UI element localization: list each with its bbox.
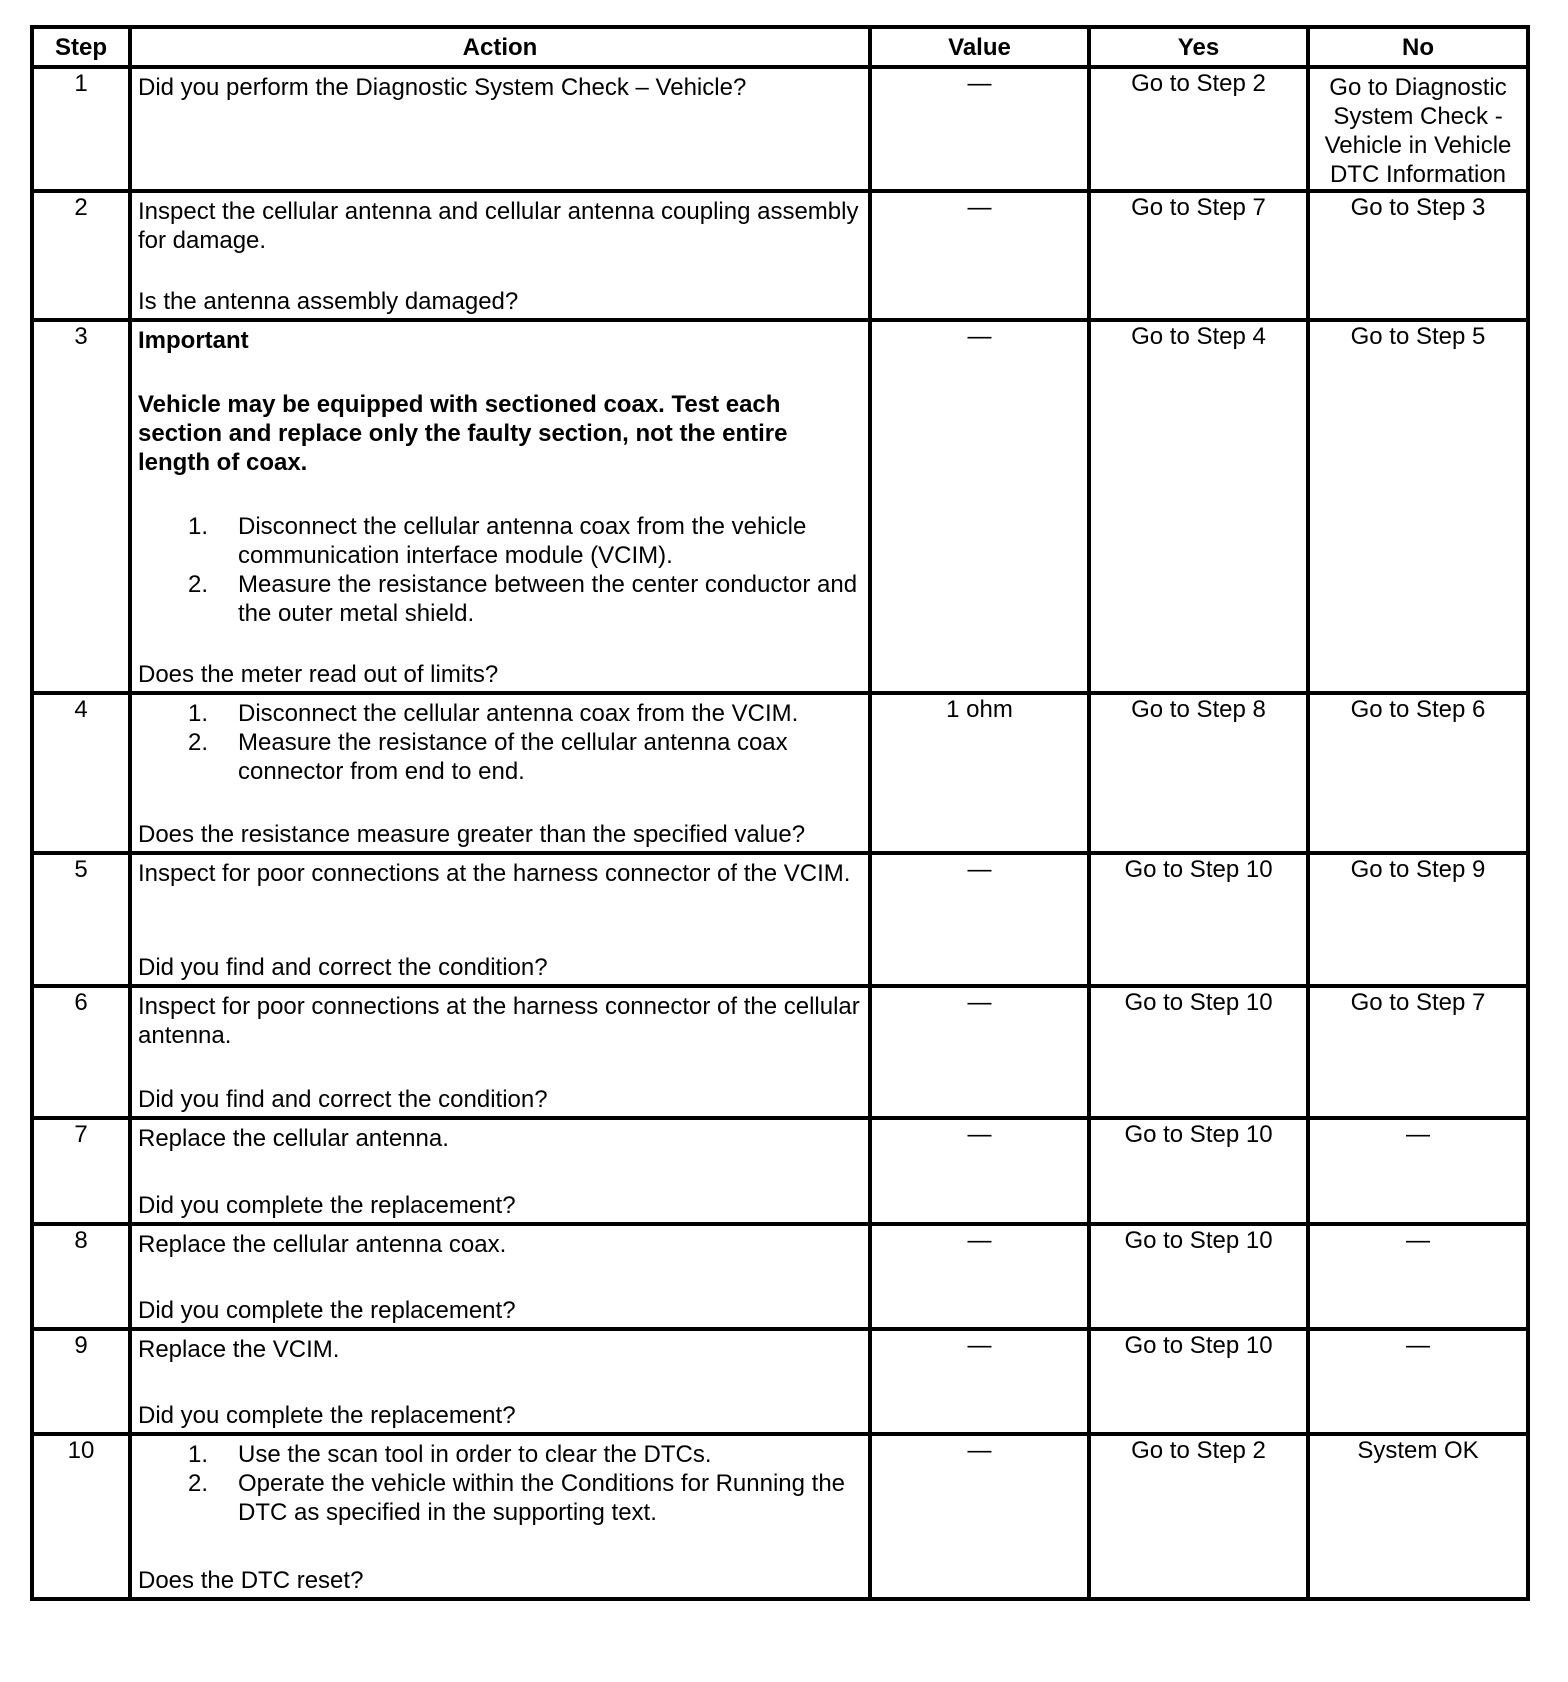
value-cell: — <box>870 986 1089 1118</box>
action-question: Did you complete the replacement? <box>138 1297 516 1324</box>
action-cell <box>130 693 870 853</box>
step-number: 5 <box>32 853 130 986</box>
table-row <box>32 191 1528 320</box>
header-value: Value <box>870 27 1089 67</box>
diagnostic-table <box>30 25 1530 1601</box>
action-cell <box>130 1224 870 1329</box>
list-item: 2. Measure the resistance of the cellular antenna coax connector from end to end. <box>188 729 788 785</box>
no-link[interactable]: Go to Step 5 <box>1308 320 1528 693</box>
action-text: Inspect the cellular antenna and cellular antenna coupling assembly for damage. <box>138 198 859 254</box>
no-link: — <box>1308 1329 1528 1434</box>
yes-link[interactable]: Go to Step 8 <box>1089 693 1308 853</box>
important-label: Important <box>138 327 249 354</box>
value-cell: — <box>870 1434 1089 1599</box>
procedure-list <box>138 1440 862 1527</box>
action-question: Did you find and correct the condition? <box>138 1086 548 1113</box>
yes-link[interactable]: Go to Step 10 <box>1089 853 1308 986</box>
step-number: 6 <box>32 986 130 1118</box>
yes-link[interactable]: Go to Step 10 <box>1089 986 1308 1118</box>
yes-link[interactable]: Go to Step 2 <box>1089 67 1308 191</box>
header-no: No <box>1308 27 1528 67</box>
step-number: 2 <box>32 191 130 320</box>
action-cell <box>130 1434 870 1599</box>
value-cell: — <box>870 853 1089 986</box>
important-text: Vehicle may be equipped with sectioned coax. Test each section and replace only the faulty section, not the entire length of coax. <box>138 391 788 476</box>
action-text: Inspect for poor connections at the harness connector of the cellular antenna. <box>138 993 860 1049</box>
yes-link[interactable]: Go to Step 7 <box>1089 191 1308 320</box>
step-number: 7 <box>32 1118 130 1224</box>
step-number: 9 <box>32 1329 130 1434</box>
action-text: Did you perform the Diagnostic System Check – Vehicle? <box>138 74 747 101</box>
header-action: Action <box>130 27 870 67</box>
table-row <box>32 1224 1528 1329</box>
no-link: System OK <box>1308 1434 1528 1599</box>
header-yes: Yes <box>1089 27 1308 67</box>
no-link[interactable]: Go to Step 7 <box>1308 986 1528 1118</box>
action-cell <box>130 1118 870 1224</box>
list-item: 2. Measure the resistance between the center conductor and the outer metal shield. <box>188 571 858 627</box>
table-row <box>32 1118 1528 1224</box>
table-row <box>32 853 1528 986</box>
list-item: 1. Disconnect the cellular antenna coax from the VCIM. <box>188 700 799 727</box>
action-cell <box>130 320 870 693</box>
value-cell: — <box>870 1224 1089 1329</box>
yes-link[interactable]: Go to Step 10 <box>1089 1329 1308 1434</box>
list-item: 1. Disconnect the cellular antenna coax from the vehicle communication interface module (VCIM). <box>188 513 807 569</box>
table-row <box>32 1329 1528 1434</box>
table-row <box>32 986 1528 1118</box>
action-question: Did you complete the replacement? <box>138 1192 516 1219</box>
step-number: 4 <box>32 693 130 853</box>
value-cell: — <box>870 67 1089 191</box>
table-row <box>32 693 1528 853</box>
step-number: 3 <box>32 320 130 693</box>
no-link: — <box>1308 1224 1528 1329</box>
list-item: 2. Operate the vehicle within the Conditions for Running the DTC as specified in the supporting text. <box>188 1470 846 1526</box>
value-cell: 1 ohm <box>870 693 1089 853</box>
header-step: Step <box>32 27 130 67</box>
action-text: Inspect for poor connections at the harness connector of the VCIM. <box>138 860 851 887</box>
value-cell: — <box>870 320 1089 693</box>
procedure-list <box>138 699 862 786</box>
list-item: 1. Use the scan tool in order to clear the DTCs. <box>188 1441 712 1468</box>
table-row <box>32 320 1528 693</box>
yes-link[interactable]: Go to Step 10 <box>1089 1118 1308 1224</box>
no-link[interactable]: Go to Diagnostic System Check - Vehicle in Vehicle DTC Information <box>1308 67 1528 191</box>
action-text: Replace the cellular antenna coax. <box>138 1231 507 1258</box>
header-row <box>32 27 1528 67</box>
step-number: 1 <box>32 67 130 191</box>
action-text: Replace the cellular antenna. <box>138 1125 449 1152</box>
action-cell <box>130 191 870 320</box>
table-row <box>32 67 1528 191</box>
action-cell <box>130 67 870 191</box>
action-text: Replace the VCIM. <box>138 1336 340 1363</box>
action-question: Is the antenna assembly damaged? <box>138 288 519 315</box>
action-question: Does the DTC reset? <box>138 1567 364 1594</box>
yes-link[interactable]: Go to Step 4 <box>1089 320 1308 693</box>
value-cell: — <box>870 1329 1089 1434</box>
action-question: Does the meter read out of limits? <box>138 661 499 688</box>
value-cell: — <box>870 1118 1089 1224</box>
no-link[interactable]: Go to Step 6 <box>1308 693 1528 853</box>
action-cell <box>130 853 870 986</box>
action-question: Does the resistance measure greater than the specified value? <box>138 821 806 848</box>
value-cell: — <box>870 191 1089 320</box>
step-number: 8 <box>32 1224 130 1329</box>
no-link: — <box>1308 1118 1528 1224</box>
action-question: Did you find and correct the condition? <box>138 954 548 981</box>
step-number: 10 <box>32 1434 130 1599</box>
action-cell <box>130 986 870 1118</box>
yes-link[interactable]: Go to Step 10 <box>1089 1224 1308 1329</box>
table-row <box>32 1434 1528 1599</box>
yes-link[interactable]: Go to Step 2 <box>1089 1434 1308 1599</box>
action-question: Did you complete the replacement? <box>138 1402 516 1429</box>
procedure-list <box>138 512 862 628</box>
action-cell <box>130 1329 870 1434</box>
no-link[interactable]: Go to Step 3 <box>1308 191 1528 320</box>
no-link[interactable]: Go to Step 9 <box>1308 853 1528 986</box>
